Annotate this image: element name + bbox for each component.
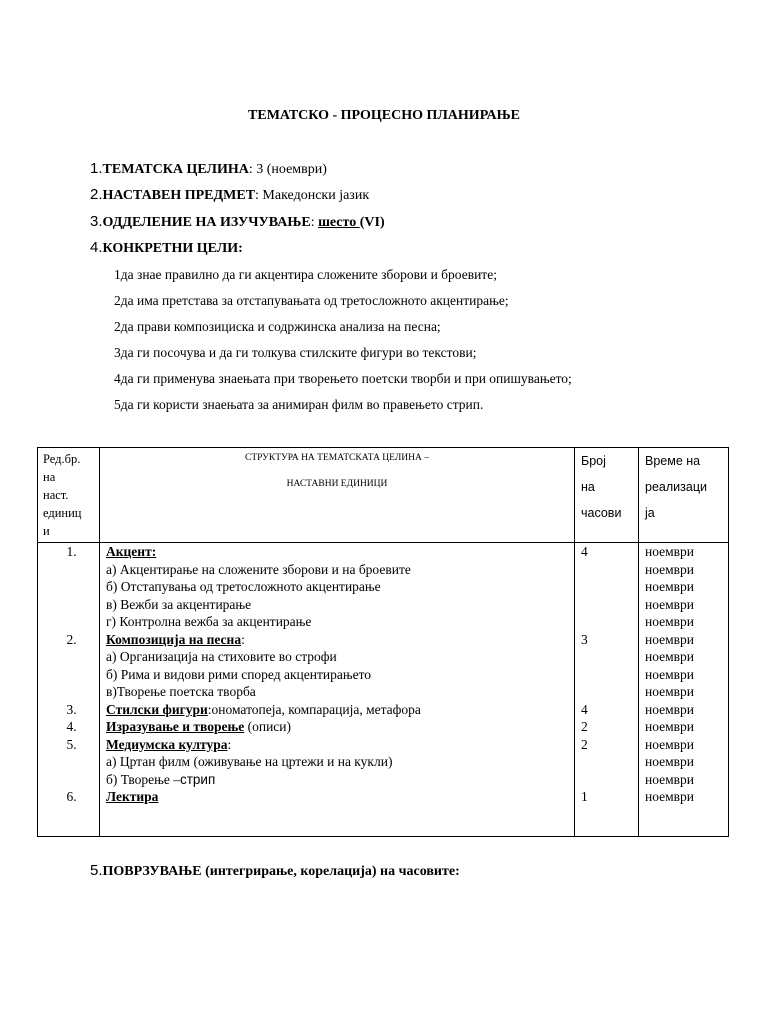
page-title: ТЕМАТСКО - ПРОЦЕСНО ПЛАНИРАЊЕ — [248, 108, 520, 123]
header-number: Ред.бр. на наст. единиц и — [38, 448, 100, 543]
section-value-underlined: шесто — [318, 215, 360, 230]
header-structure: СТРУКТУРА НА ТЕМАТСКАТА ЦЕЛИНА – НАСТАВНИ ЕДИНИЦИ — [100, 448, 575, 543]
time-value: ноември — [645, 701, 695, 717]
section-number: 3. — [90, 213, 103, 230]
unit-title: Изразување и творење — [106, 719, 245, 734]
column-numbers — [38, 543, 100, 837]
unit-subitem: б) Отстапувања од третосложното акцентирање — [106, 579, 381, 594]
unit-title: Стилски фигури — [106, 701, 208, 717]
unit-number: 4. — [66, 719, 77, 734]
section-label: ТЕМАТСКА ЦЕЛИНА — [102, 162, 249, 177]
section-correlation — [90, 862, 460, 880]
unit-subitem: а) Организација на стиховите во строфи — [106, 649, 337, 664]
table-body-row — [38, 543, 729, 837]
unit-number: 1. — [66, 544, 77, 559]
section-thematic-unit — [90, 160, 327, 178]
unit-subitem: б) Рима и видови рими според акцентирањето — [106, 666, 372, 682]
unit-number: 2. — [66, 631, 77, 647]
goal-item: 2да има претстава за отстапувањата од третосложното акцентирање; — [114, 293, 509, 308]
goal-item: 5да ги користи знаењата за анимиран филм во правењето стрип. — [114, 397, 484, 412]
section-subject — [90, 186, 369, 204]
hours-value: 2 — [581, 719, 588, 734]
time-value: ноември — [645, 631, 695, 647]
section-label: НАСТАВЕН ПРЕДМЕТ — [102, 188, 256, 203]
unit-subitem: а) Акцентирање на сложените зборови и на броевите — [106, 561, 411, 577]
unit-title: Акцент: — [106, 544, 157, 559]
section-grade — [90, 213, 385, 231]
section-value-end: (VI) — [359, 215, 385, 230]
section-label: ОДДЕЛЕНИЕ НА ИЗУЧУВАЊЕ — [102, 215, 311, 230]
planning-table — [37, 447, 729, 837]
section-number: 2. — [90, 186, 103, 203]
section-value: : Македонски јазик — [255, 188, 370, 203]
unit-title: Лектира — [106, 789, 159, 804]
section-number: 5. — [90, 862, 103, 879]
time-value: ноември — [645, 649, 695, 664]
time-value: ноември — [645, 754, 695, 769]
column-hours — [575, 543, 639, 837]
time-value: ноември — [645, 614, 695, 629]
time-value: ноември — [645, 771, 695, 787]
goal-item: 3да ги посочува и да ги толкува стилските фигури во текстови; — [114, 345, 477, 360]
unit-number: 5. — [66, 736, 77, 752]
unit-subitem: г) Контролна вежба за акцентирање — [106, 614, 312, 629]
section-label: КОНКРЕТНИ ЦЕЛИ: — [102, 241, 243, 256]
goal-item: 1да знае правилно да ги акцентира сложените зборови и броевите; — [114, 267, 497, 282]
unit-number: 6. — [66, 789, 77, 804]
section-value: : 3 (ноември) — [248, 162, 327, 177]
goal-item: 4да ги применува знаењата при творењето поетски творби и при опишувањето; — [114, 371, 572, 386]
goal-item: 2да прави композициска и содржинска анализа на песна; — [114, 319, 441, 334]
time-value: ноември — [645, 684, 695, 699]
unit-title: Медиумска култура — [106, 736, 228, 752]
unit-title: Композиција на песна — [106, 631, 242, 647]
header-time: Време на реализаци ја — [639, 448, 729, 543]
hours-value: 2 — [581, 736, 588, 752]
column-time — [639, 543, 729, 837]
time-value: ноември — [645, 719, 695, 734]
hours-value: 4 — [581, 701, 588, 717]
unit-subitem: а) Цртан филм (оживување на цртежи и на кукли) — [106, 754, 393, 769]
column-units: Акцент: а) Акцентирање на сложените зборови и на броевите б) Отстапувања од третосложното акцентирање в) Вежби за акцентирање г) Контролна вежба за акцентирање Композиција на песна: а) Организација на стиховите во строфи б) Рима и видови рими според акцентирањето в)Творење поетска творба Стилски фигури:ономатопеја, компарација, метафора Изразување и творење (описи) Медиумска култура: а) Цртан филм (оживување на цртежи и на кукли) б) Творење –стрип Лектира — [100, 543, 575, 837]
section-label: ПОВРЗУВАЊЕ (интегрирање, корелација) на часовите: — [102, 864, 460, 879]
section-goals — [90, 239, 243, 257]
time-value: ноември — [645, 596, 695, 612]
time-value: ноември — [645, 544, 695, 559]
table-header-row — [38, 448, 729, 543]
section-number: 4. — [90, 239, 103, 256]
time-value: ноември — [645, 666, 695, 682]
section-number: 1. — [90, 160, 103, 177]
time-value: ноември — [645, 561, 695, 577]
header-hours: Број на часови — [575, 448, 639, 543]
time-value: ноември — [645, 789, 695, 804]
unit-subitem: в)Творење поетска творба — [106, 684, 256, 699]
section-colon: : — [310, 215, 319, 230]
hours-value: 4 — [581, 544, 588, 559]
unit-subitem: б) Творење –стрип — [106, 771, 216, 787]
hours-value: 3 — [581, 631, 588, 647]
unit-subitem: в) Вежби за акцентирање — [106, 596, 252, 612]
hours-value: 1 — [581, 789, 588, 804]
time-value: ноември — [645, 736, 695, 752]
time-value: ноември — [645, 579, 695, 594]
unit-number: 3. — [66, 701, 77, 717]
